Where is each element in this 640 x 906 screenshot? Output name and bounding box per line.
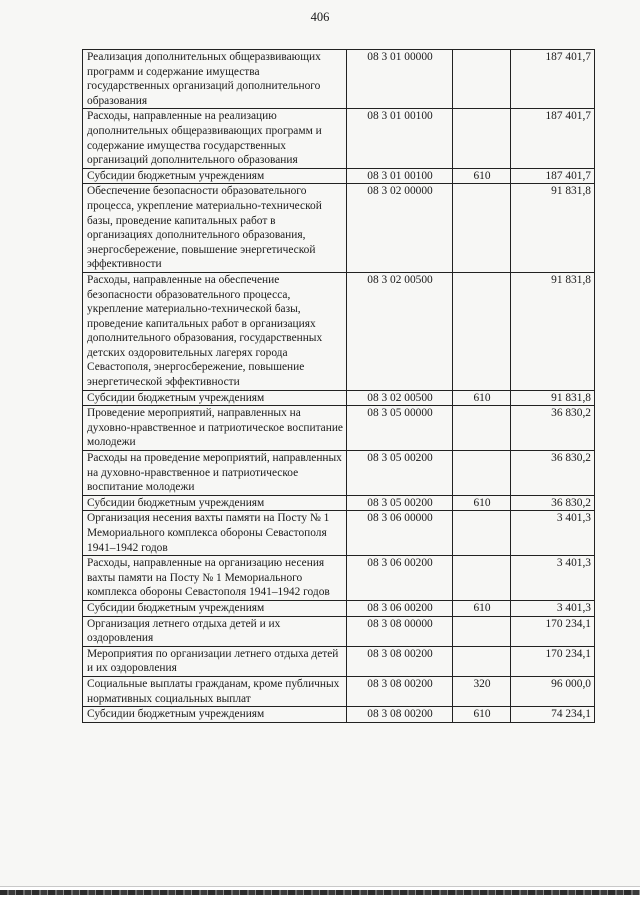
table-row bbox=[83, 406, 595, 451]
row-amount: 91 831,8 bbox=[511, 390, 595, 406]
row-type: 610 bbox=[453, 600, 511, 616]
row-type bbox=[453, 451, 511, 496]
row-type bbox=[453, 511, 511, 556]
row-code: 08 3 02 00500 bbox=[347, 272, 453, 390]
row-name: Субсидии бюджетным учреждениям bbox=[83, 495, 347, 511]
row-type: 610 bbox=[453, 390, 511, 406]
table-row bbox=[83, 272, 595, 390]
table-row bbox=[83, 390, 595, 406]
row-code: 08 3 01 00000 bbox=[347, 50, 453, 109]
row-name: Субсидии бюджетным учреждениям bbox=[83, 707, 347, 723]
table-row bbox=[83, 676, 595, 706]
row-name: Социальные выплаты гражданам, кроме публичных нормативных социальных выплат bbox=[83, 676, 347, 706]
table-row bbox=[83, 168, 595, 184]
table-row bbox=[83, 451, 595, 496]
budget-table bbox=[82, 49, 595, 723]
row-name: Субсидии бюджетным учреждениям bbox=[83, 600, 347, 616]
row-amount: 36 830,2 bbox=[511, 495, 595, 511]
row-type bbox=[453, 109, 511, 168]
row-name: Реализация дополнительных общеразвивающих программ и содержание имущества государственных организаций дополнительного образования bbox=[83, 50, 347, 109]
row-code: 08 3 02 00000 bbox=[347, 184, 453, 273]
row-name: Расходы, направленные на реализацию дополнительных общеразвивающих программ и содержание имущества государственных организаций дополнительного образования bbox=[83, 109, 347, 168]
row-code: 08 3 06 00200 bbox=[347, 556, 453, 601]
row-name: Организация летнего отдыха детей и их оздоровления bbox=[83, 616, 347, 646]
row-name: Обеспечение безопасности образовательного процесса, укрепление материально-технической базы, проведение капитальных работ в организациях дополнительного образования, энергосбережение, повышение энергетической эффективности bbox=[83, 184, 347, 273]
row-amount: 74 234,1 bbox=[511, 707, 595, 723]
row-code: 08 3 08 00200 bbox=[347, 707, 453, 723]
row-name: Проведение мероприятий, направленных на духовно-нравственное и патриотическое воспитание молодежи bbox=[83, 406, 347, 451]
row-type bbox=[453, 616, 511, 646]
table-row bbox=[83, 646, 595, 676]
row-code: 08 3 02 00500 bbox=[347, 390, 453, 406]
row-amount: 170 234,1 bbox=[511, 646, 595, 676]
table-row bbox=[83, 707, 595, 723]
row-type: 320 bbox=[453, 676, 511, 706]
table-row bbox=[83, 50, 595, 109]
row-type bbox=[453, 272, 511, 390]
row-name: Расходы, направленные на обеспечение безопасности образовательного процесса, укрепление материально-технической базы, проведение капитальных работ в организациях дополнительного образования, государственных детских оздоровительных лагерях города Севастополя, энергосбережение, повышение энергетической эффективности bbox=[83, 272, 347, 390]
row-amount: 187 401,7 bbox=[511, 168, 595, 184]
row-amount: 3 401,3 bbox=[511, 556, 595, 601]
row-name: Расходы, направленные на организацию несения вахты памяти на Посту № 1 Мемориального комплекса обороны Севастополя 1941–1942 годов bbox=[83, 556, 347, 601]
row-amount: 36 830,2 bbox=[511, 406, 595, 451]
row-type: 610 bbox=[453, 168, 511, 184]
row-code: 08 3 06 00000 bbox=[347, 511, 453, 556]
row-amount: 187 401,7 bbox=[511, 109, 595, 168]
row-type bbox=[453, 556, 511, 601]
row-code: 08 3 08 00000 bbox=[347, 616, 453, 646]
row-amount: 3 401,3 bbox=[511, 600, 595, 616]
row-name: Организация несения вахты памяти на Посту № 1 Мемориального комплекса обороны Севастополя 1941–1942 годов bbox=[83, 511, 347, 556]
row-type bbox=[453, 646, 511, 676]
row-amount: 91 831,8 bbox=[511, 272, 595, 390]
table-row bbox=[83, 600, 595, 616]
table-row bbox=[83, 511, 595, 556]
table-row bbox=[83, 109, 595, 168]
row-name: Субсидии бюджетным учреждениям bbox=[83, 390, 347, 406]
row-type bbox=[453, 406, 511, 451]
row-code: 08 3 05 00000 bbox=[347, 406, 453, 451]
row-code: 08 3 01 00100 bbox=[347, 109, 453, 168]
row-type: 610 bbox=[453, 495, 511, 511]
row-amount: 36 830,2 bbox=[511, 451, 595, 496]
table-row bbox=[83, 556, 595, 601]
row-code: 08 3 08 00200 bbox=[347, 646, 453, 676]
row-type bbox=[453, 184, 511, 273]
scan-bottom-strip bbox=[0, 886, 640, 906]
row-name: Субсидии бюджетным учреждениям bbox=[83, 168, 347, 184]
row-type bbox=[453, 50, 511, 109]
row-amount: 96 000,0 bbox=[511, 676, 595, 706]
row-type: 610 bbox=[453, 707, 511, 723]
row-code: 08 3 05 00200 bbox=[347, 451, 453, 496]
row-code: 08 3 05 00200 bbox=[347, 495, 453, 511]
page-number: 406 bbox=[310, 10, 330, 24]
row-code: 08 3 08 00200 bbox=[347, 676, 453, 706]
row-amount: 170 234,1 bbox=[511, 616, 595, 646]
row-code: 08 3 01 00100 bbox=[347, 168, 453, 184]
row-name: Мероприятия по организации летнего отдыха детей и их оздоровления bbox=[83, 646, 347, 676]
row-name: Расходы на проведение мероприятий, направленных на духовно-нравственное и патриотическое воспитание молодежи bbox=[83, 451, 347, 496]
table-row bbox=[83, 616, 595, 646]
row-code: 08 3 06 00200 bbox=[347, 600, 453, 616]
row-amount: 91 831,8 bbox=[511, 184, 595, 273]
table-row bbox=[83, 495, 595, 511]
row-amount: 3 401,3 bbox=[511, 511, 595, 556]
table-row bbox=[83, 184, 595, 273]
row-amount: 187 401,7 bbox=[511, 50, 595, 109]
scan-edge-line bbox=[0, 890, 640, 895]
